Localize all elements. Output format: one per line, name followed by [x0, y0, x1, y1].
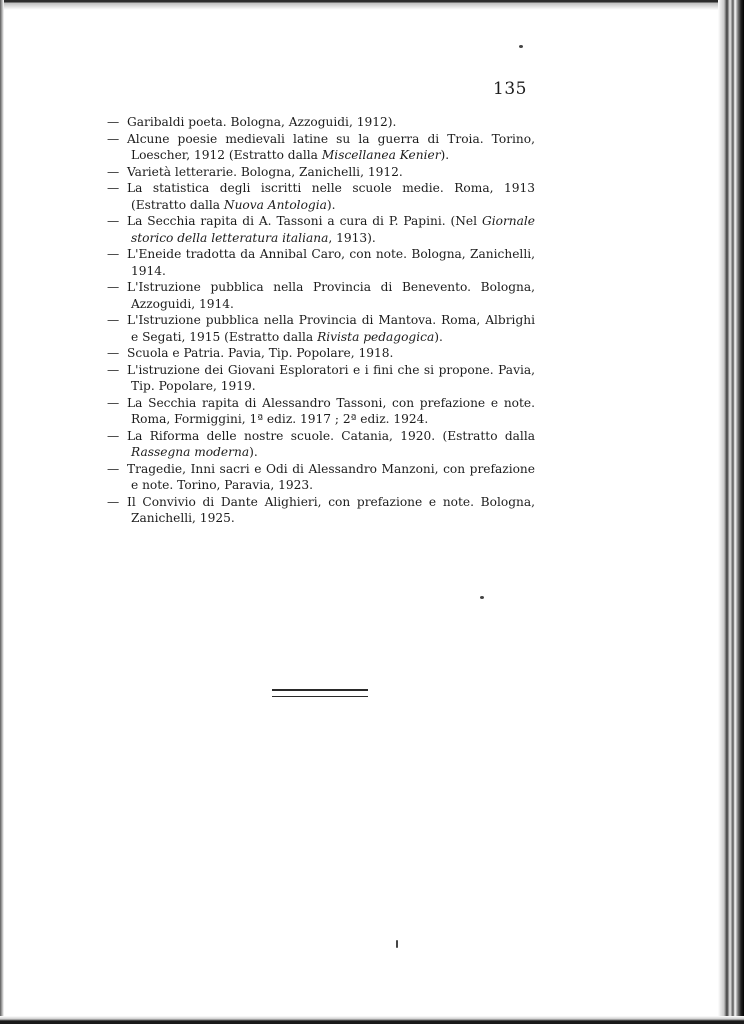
entry-text: Garibaldi poeta. Bologna, Azzoguidi, 1912).	[127, 115, 397, 129]
scan-left-edge	[0, 0, 4, 1024]
scan-right-edge	[718, 0, 744, 1024]
entry-dash: —	[107, 346, 120, 360]
entry-text-tail: ).	[326, 197, 336, 212]
entry-dash: —	[107, 115, 120, 129]
bibliography-list	[107, 114, 535, 527]
bibliography-entry	[107, 345, 535, 362]
entry-italic-title: Rassegna moderna	[131, 445, 250, 459]
bibliography-entry	[107, 164, 535, 181]
entry-text: Varietà letterarie. Bologna, Zanichelli, 1912.	[127, 164, 403, 179]
bibliography-entry	[107, 461, 535, 494]
entry-text: La Secchia rapita di A. Tassoni a cura di P. Papini. (Nel	[127, 214, 482, 228]
entry-dash: —	[107, 313, 120, 327]
entry-text: Alcune poesie medievali latine su la guerra di Troia. Torino, Loescher, 1912 (Estratto dalla	[127, 131, 535, 162]
scan-bottom-edge	[0, 1016, 744, 1024]
entry-dash: —	[107, 461, 120, 476]
entry-dash: —	[107, 247, 120, 261]
entry-italic-title: Miscellanea Kenier	[321, 148, 441, 162]
bibliography-entry	[107, 494, 535, 527]
bibliography-entry	[107, 114, 535, 131]
entry-text: La Riforma delle nostre scuole. Catania, 1920. (Estratto dalla	[127, 428, 535, 443]
scan-top-edge	[0, 0, 744, 10]
bibliography-entry	[107, 312, 535, 345]
end-ornament-rule	[272, 689, 368, 697]
entry-text: La statistica degli iscritti nelle scuole medie. Roma, 1913 (Estratto dalla	[127, 181, 535, 212]
entry-text-tail: ).	[434, 329, 443, 344]
entry-dash: —	[107, 164, 120, 179]
entry-italic-title: Giornale storico della letteratura italiana	[131, 214, 535, 245]
page-number: 135	[493, 79, 527, 99]
entry-text-tail: ).	[440, 148, 450, 162]
entry-text: L'istruzione dei Giovani Esploratori e i fini che si propone. Pavia, Tip. Popolare, 1919.	[127, 362, 535, 393]
bibliography-entry	[107, 428, 535, 461]
entry-italic-title: Rivista pedagogica	[317, 329, 435, 344]
entry-text: L'Eneide tradotta da Annibal Caro, con note. Bologna, Zanichelli, 1914.	[127, 247, 535, 278]
bibliography-entry	[107, 362, 535, 395]
entry-dash: —	[107, 428, 120, 443]
entry-text: Tragedie, Inni sacri e Odi di Alessandro Manzoni, con prefazione e note. Torino, Paravia, 1923.	[127, 461, 535, 492]
entry-text: La Secchia rapita di Alessandro Tassoni, con prefazione e note. Roma, Formiggini, 1ª ediz. 1917 ; 2ª ediz. 1924.	[127, 395, 535, 426]
entry-dash: —	[107, 362, 120, 377]
entry-text-tail: , 1913).	[328, 230, 376, 245]
ink-speck	[480, 596, 484, 599]
entry-text: Il Convivio di Dante Alighieri, con prefazione e note. Bologna, Zanichelli, 1925.	[127, 494, 535, 525]
entry-dash: —	[107, 494, 120, 509]
entry-dash: —	[107, 131, 120, 146]
entry-italic-title: Nuova Antologia	[223, 197, 327, 212]
bibliography-entry	[107, 131, 535, 164]
bibliography-entry	[107, 246, 535, 279]
bibliography-entry	[107, 279, 535, 312]
bibliography-entry	[107, 395, 535, 428]
entry-text: L'Istruzione pubblica nella Provincia di Mantova. Roma, Albrighi e Segati, 1915 (Estratto dalla	[127, 313, 535, 344]
ink-speck	[519, 45, 523, 48]
ink-speck	[396, 940, 398, 948]
bibliography-entry	[107, 180, 535, 213]
entry-text-tail: ).	[249, 445, 258, 459]
entry-dash: —	[107, 214, 120, 228]
entry-dash: —	[107, 280, 120, 294]
entry-dash: —	[107, 395, 120, 410]
bibliography-entry	[107, 213, 535, 246]
entry-dash: —	[107, 181, 120, 195]
entry-text: L'Istruzione pubblica nella Provincia di Benevento. Bologna, Azzoguidi, 1914.	[127, 280, 535, 311]
entry-text: Scuola e Patria. Pavia, Tip. Popolare, 1918.	[127, 346, 394, 360]
